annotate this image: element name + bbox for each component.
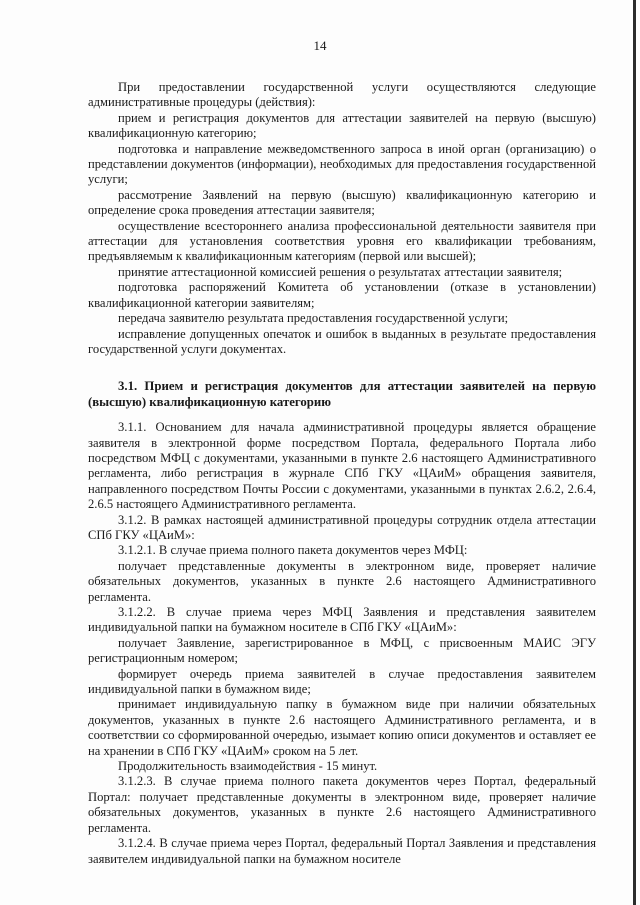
- section-paragraph: 3.1.2.2. В случае приема через МФЦ Заявления и представления заявителем индивидуальной папки на бумажном носителе в СПб ГКУ «ЦАиМ»:: [88, 605, 596, 635]
- intro-lead: При предоставлении государственной услуги осуществляются следующие административные процедуры (действия):: [88, 80, 596, 110]
- section-paragraph: 3.1.2. В рамках настоящей административной процедуры сотрудник отдела аттестации СПб ГКУ «ЦАиМ»:: [88, 512, 596, 542]
- procedure-item: рассмотрение Заявлений на первую (высшую) квалификационную категорию и определение срока проведения аттестации заявителя;: [88, 187, 596, 218]
- procedure-item: осуществление всестороннего анализа профессиональной деятельности заявителя при аттестации для установления соответствия уровня его квалификации требованиям, предъявляемым к квалификационным категориям (первой или высшей);: [88, 218, 596, 264]
- procedure-item: подготовка и направление межведомственного запроса в иной орган (организацию) о представлении документов (информации), необходимых для предоставления государственной услуги;: [88, 141, 596, 187]
- section-paragraph: 3.1.2.3. В случае приема полного пакета документов через Портал, федеральный Портал: получает представленные документы в электронном виде, проверяет наличие обязательных документов, указанных в пункте 2.6 настоящего Административного регламента.: [88, 774, 596, 835]
- procedure-item: исправление допущенных опечаток и ошибок в выданных в результате предоставления государственной услуги документах.: [88, 326, 596, 356]
- section-paragraph: Продолжительность взаимодействия - 15 минут.: [118, 759, 378, 774]
- section-heading: 3.1. Прием и регистрация документов для аттестации заявителей на первую (высшую) квалификационную категорию: [88, 379, 596, 409]
- section-paragraph: 3.1.1. Основанием для начала административной процедуры является обращение заявителя в электронной форме посредством Портала, федерального Портала либо посредством МФЦ с документами, указанными в пункте 2.6 настоящего Административного регламента, либо регистрация в журнале СПб ГКУ «ЦАиМ» обращения заявителя, направленного посредством Почты России с документами, указанными в пунктах 2.6.2, 2.6.4, 2.6.5 настоящего Административного регламента.: [88, 420, 596, 512]
- procedure-item: передача заявителю результата предоставления государственной услуги;: [118, 311, 509, 326]
- procedure-item: прием и регистрация документов для аттестации заявителей на первую (высшую) квалификационную категорию;: [88, 110, 596, 141]
- section-paragraph: формирует очередь приема заявителей в случае предоставления заявителем индивидуальной папки в бумажном виде;: [88, 666, 596, 697]
- section-paragraph: 3.1.2.4. В случае приема через Портал, федеральный Портал Заявления и представления заявителем индивидуальной папки на бумажном носителе: [88, 836, 596, 866]
- section-paragraph: 3.1.2.1. В случае приема полного пакета документов через МФЦ:: [118, 543, 468, 558]
- procedure-item: принятие аттестационной комиссией решения о результатах аттестации заявителя;: [118, 264, 563, 279]
- section-paragraph: получает представленные документы в электронном виде, проверяет наличие обязательных документов, указанных в пункте 2.6 настоящего Административного регламента.: [88, 558, 596, 604]
- page-number: 14: [313, 38, 327, 53]
- scan-edge-shadow: [633, 0, 636, 905]
- section-paragraph: получает Заявление, зарегистрированное в МФЦ, с присвоенным МАИС ЭГУ регистрационным номером;: [88, 635, 596, 666]
- section-paragraph: принимает индивидуальную папку в бумажном виде при наличии обязательных документов, указанных в пункте 2.6 настоящего Административного регламента, и в соответствии со сформированной очередью, изымает копию описи документов и оставляет ее на хранении в СПб ГКУ «ЦАиМ» сроком на 5 лет.: [88, 697, 596, 758]
- document-body: [88, 80, 596, 867]
- procedure-item: подготовка распоряжений Комитета об установлении (отказе в установлении) квалификационной категории заявителям;: [88, 280, 596, 310]
